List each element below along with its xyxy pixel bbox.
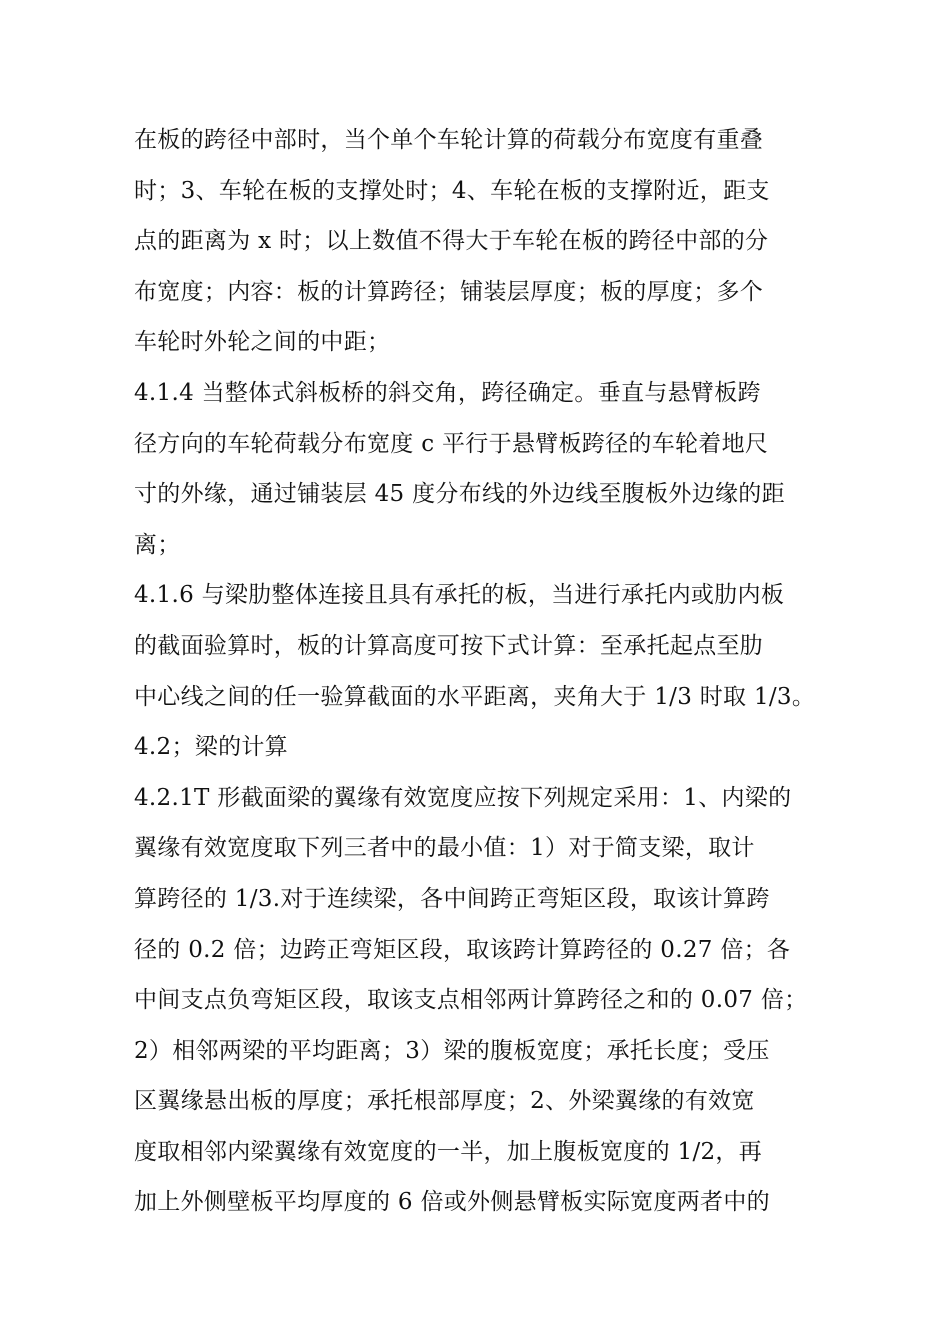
text-line: 寸的外缘，通过铺装层 45 度分布线的外边线至腹板外边缘的距: [134, 481, 785, 508]
text-line: 离；: [134, 531, 181, 558]
section-4-2-1-line: 4.2.1T 形截面梁的翼缘有效宽度应按下列规定采用：1、内梁的: [134, 784, 792, 811]
text-line: 在板的跨径中部时，当个单个车轮计算的荷载分布宽度有重叠: [134, 127, 764, 153]
section-4-2-heading: 4.2；梁的计算: [134, 734, 288, 761]
text-line: 度取相邻内梁翼缘有效宽度的一半，加上腹板宽度的 1/2，再: [134, 1138, 763, 1165]
text-line: 车轮时外轮之间的中距；: [134, 329, 391, 356]
text-line: 径方向的车轮荷载分布宽度 c 平行于悬臂板跨径的车轮着地尺: [134, 430, 769, 457]
text-line: 翼缘有效宽度取下列三者中的最小值：1）对于简支梁，取计: [134, 835, 755, 862]
text-line: 算跨径的 1/3.对于连续梁，各中间跨正弯矩区段，取该计算跨: [134, 885, 770, 912]
text-line: 区翼缘悬出板的厚度；承托根部厚度；2、外梁翼缘的有效宽: [134, 1088, 755, 1115]
text-line: 时；3、车轮在板的支撑处时；4、车轮在板的支撑附近，距支: [134, 177, 770, 204]
text-line: 的截面验算时，板的计算高度可按下式计算：至承托起点至肋: [134, 632, 764, 659]
text-line: 中间支点负弯矩区段，取该支点相邻两计算跨径之和的 0.07 倍；: [134, 987, 808, 1014]
text-line: 中心线之间的任一验算截面的水平距离，夹角大于 1/3 时取 1/3。: [134, 683, 816, 710]
document-body: [134, 115, 834, 1228]
text-line: 点的距离为 x 时；以上数值不得大于车轮在板的跨径中部的分: [134, 228, 769, 255]
text-line: 加上外侧壁板平均厚度的 6 倍或外侧悬臂板实际宽度两者中的: [134, 1189, 770, 1216]
text-line: 布宽度；内容：板的计算跨径；铺装层厚度；板的厚度；多个: [134, 278, 764, 305]
section-4-1-4-line: 4.1.4 当整体式斜板桥的斜交角，跨径确定。垂直与悬臂板跨: [134, 379, 761, 406]
text-line: 径的 0.2 倍；边跨正弯矩区段，取该跨计算跨径的 0.27 倍；各: [134, 936, 791, 963]
text-line: 2）相邻两梁的平均距离；3）梁的腹板宽度；承托长度；受压: [134, 1037, 770, 1064]
section-4-1-6-line: 4.1.6 与梁肋整体连接且具有承托的板，当进行承托内或肋内板: [134, 582, 785, 609]
